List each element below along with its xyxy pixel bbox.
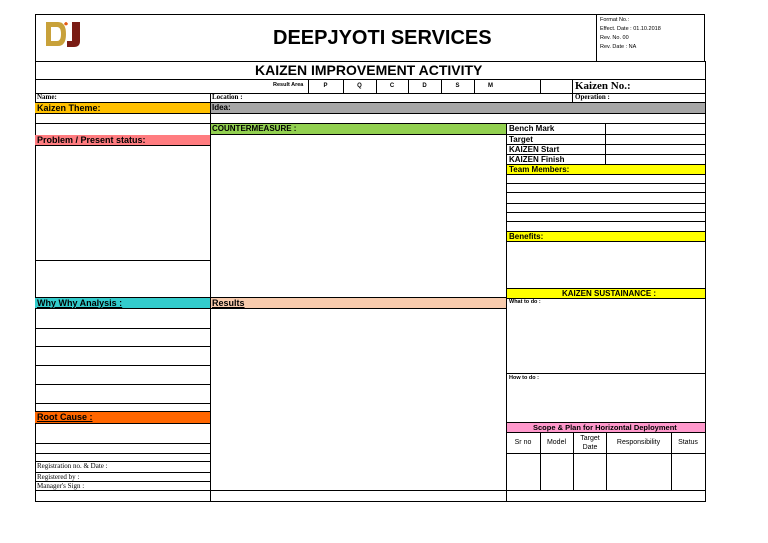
company-logo xyxy=(45,20,87,50)
results-header xyxy=(211,298,506,308)
kaizen-finish-label: KAIZEN Finish xyxy=(509,155,565,164)
result-s: S xyxy=(455,83,460,89)
rev-no: Rev. No. 00 xyxy=(600,35,629,41)
why-why-header xyxy=(35,298,210,308)
name-label: Name: xyxy=(37,93,57,101)
results-label: Results xyxy=(212,298,245,308)
scope-label: Scope & Plan for Horizontal Deployment xyxy=(533,423,677,432)
company-name: DEEPJYOTI SERVICES xyxy=(273,27,492,49)
how-to-do-label: How to do : xyxy=(509,375,539,381)
result-m: M xyxy=(488,83,493,89)
bench-mark-label: Bench Mark xyxy=(509,124,555,133)
format-no: Format No.: xyxy=(600,17,630,23)
why-why-label: Why Why Analysis : xyxy=(37,298,123,308)
problem-header xyxy=(35,135,210,145)
countermeasure-label: COUNTERMEASURE : xyxy=(212,124,297,133)
kaizen-no-label: Kaizen No.: xyxy=(575,80,631,92)
col-responsibility: Responsibility xyxy=(616,439,661,446)
registered-by-label: Registered by : xyxy=(37,473,80,481)
rev-date: Rev. Date : NA xyxy=(600,44,637,50)
problem-label: Problem / Present status: xyxy=(37,135,146,145)
team-members-label: Team Members: xyxy=(509,165,570,174)
benefits-header xyxy=(507,232,705,241)
col-sr-no: Sr no xyxy=(514,439,532,446)
team-members-header xyxy=(507,165,705,174)
page-title: KAIZEN IMPROVEMENT ACTIVITY xyxy=(255,62,483,78)
effect-date: Effect. Date : 01.10.2018 xyxy=(600,26,661,32)
registration-label: Registration no. & Date : xyxy=(37,462,108,470)
kaizen-theme-header xyxy=(35,103,210,113)
result-q: Q xyxy=(357,83,362,89)
sustainance-label: KAIZEN SUSTAINANCE : xyxy=(562,289,657,298)
idea-header xyxy=(211,103,705,113)
idea-label: Idea: xyxy=(212,103,231,112)
target-label: Target xyxy=(509,135,533,144)
operation-label: Operation : xyxy=(575,93,610,101)
kaizen-start-label: KAIZEN Start xyxy=(509,145,560,154)
location-label: Location : xyxy=(212,93,243,101)
countermeasure-header xyxy=(211,124,506,134)
result-c: C xyxy=(389,83,395,89)
benefits-label: Benefits: xyxy=(509,232,544,241)
col-model: Model xyxy=(546,439,567,446)
root-cause-header xyxy=(35,412,210,423)
result-area-label: Result Area xyxy=(273,82,304,88)
sustainance-header xyxy=(507,289,705,298)
kaizen-theme-label: Kaizen Theme: xyxy=(37,103,101,113)
format-info xyxy=(600,16,661,52)
col-status: Status xyxy=(678,439,698,446)
what-to-do-label: What to do : xyxy=(509,299,541,305)
col-target-date: Target Date xyxy=(580,435,600,451)
scope-header xyxy=(507,423,705,432)
result-p: P xyxy=(323,83,328,89)
manager-sign-label: Manager's Sign : xyxy=(37,482,85,490)
root-cause-label: Root Cause : xyxy=(37,412,93,422)
result-d: D xyxy=(422,83,427,89)
